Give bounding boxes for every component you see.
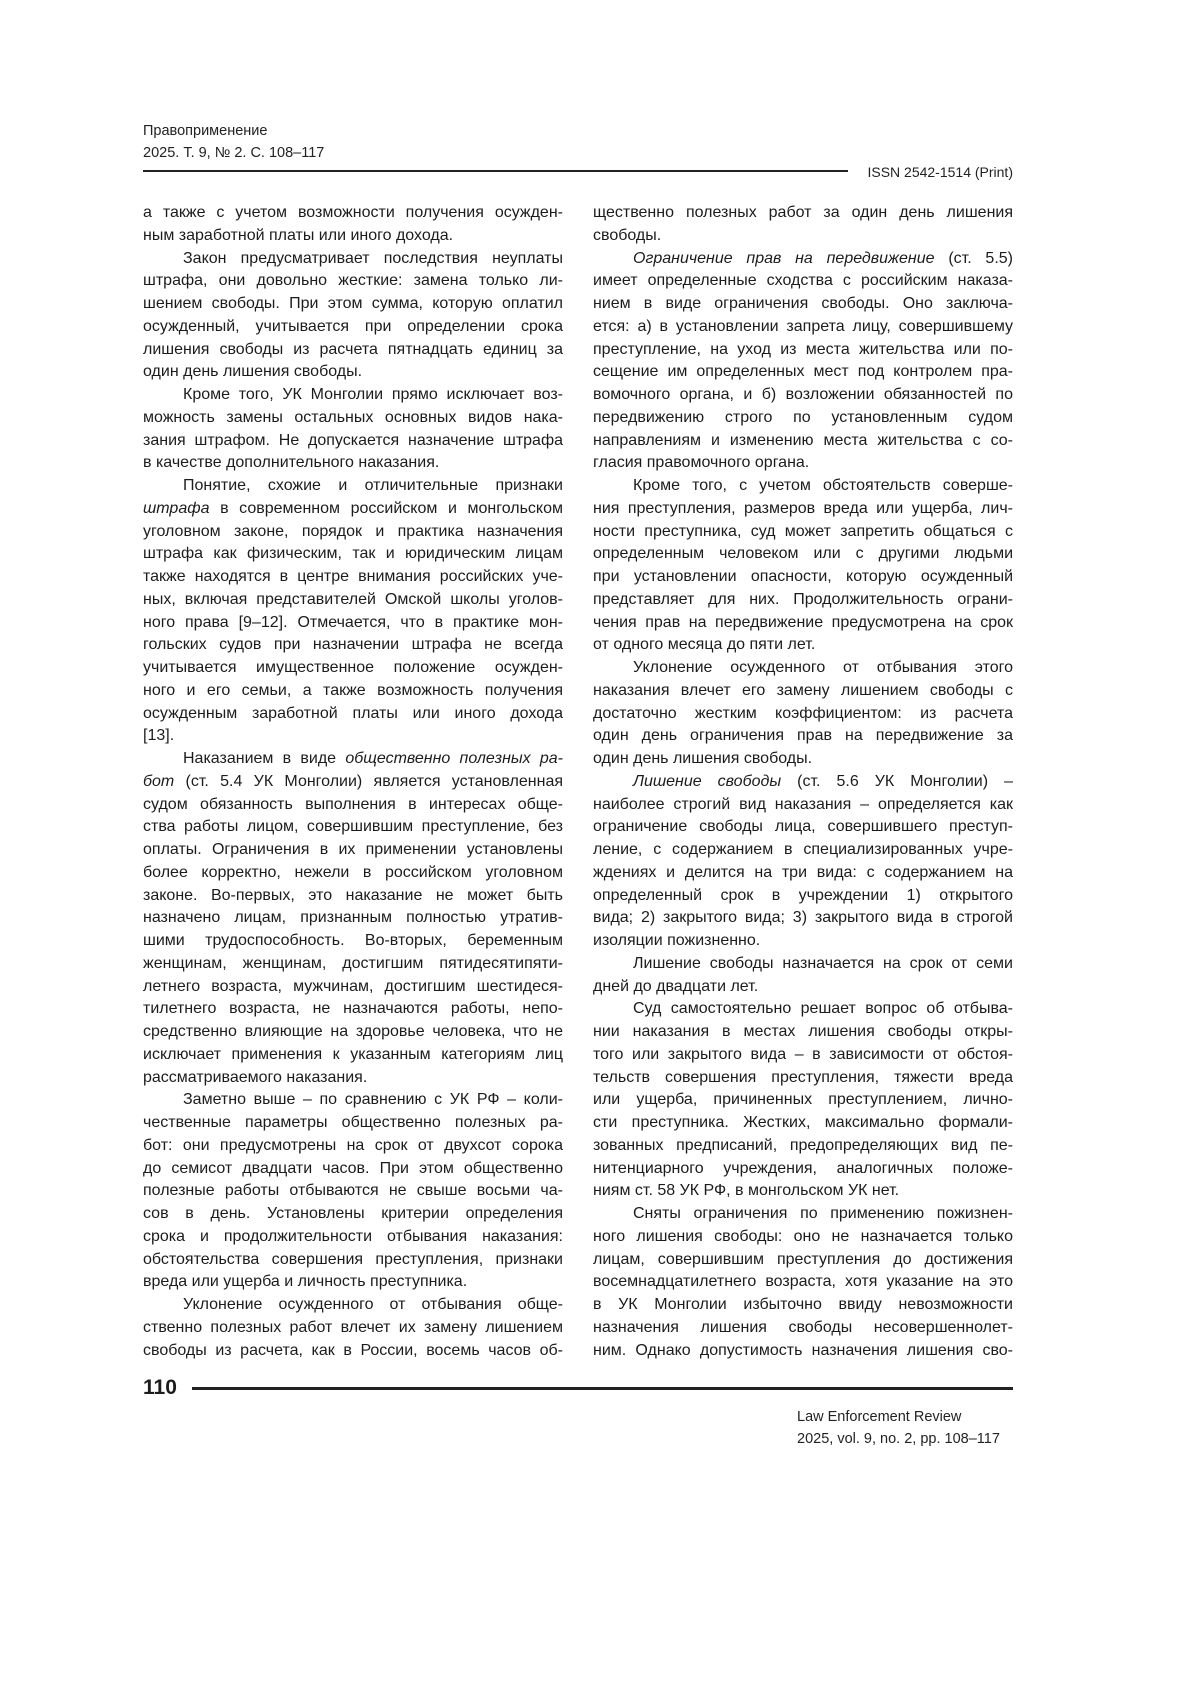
- text-line: ных, включая представителей Омской школы уголов-: [143, 589, 563, 612]
- text-line: [593, 248, 1013, 271]
- text-line: определенным человеком или с другими людьми: [593, 543, 1013, 566]
- text-line: в качестве дополнительного наказания.: [143, 452, 563, 475]
- text-line: ограничение свободы лица, совершившего преступ-: [593, 816, 1013, 839]
- paragraph: [593, 998, 1013, 1203]
- text-line: учитывается имущественное положение осужден-: [143, 657, 563, 680]
- text-line: можность замены остальных основных видов нака-: [143, 407, 563, 430]
- left-column: [143, 202, 563, 1362]
- text-line: чения прав на передвижение предусмотрена на срок: [593, 612, 1013, 635]
- paragraph: [593, 248, 1013, 476]
- footer-rule: [192, 1387, 1013, 1390]
- issn: ISSN 2542-1514 (Print): [867, 162, 1013, 182]
- text-line: Закон предусматривает последствия неуплаты: [143, 248, 563, 271]
- text-line: ление, с содержанием в специализированных учре-: [593, 839, 1013, 862]
- text-line: лишения свободы из расчета пятнадцать единиц за: [143, 339, 563, 362]
- paragraph: [593, 657, 1013, 771]
- text-line: определенный срок в учреждении 1) открытого: [593, 885, 1013, 908]
- text-line: Уклонение осужденного от отбывания обще-: [143, 1294, 563, 1317]
- text-line: лицам, совершившим преступления до достижения: [593, 1249, 1013, 1272]
- text-line: наказания влечет его замену лишением свободы с: [593, 680, 1013, 703]
- text-line: изоляции пожизненно.: [593, 930, 1013, 953]
- text-line: ниям ст. 58 УК РФ, в монгольском УК нет.: [593, 1180, 1013, 1203]
- text-line: Лишение свободы назначается на срок от семи: [593, 953, 1013, 976]
- text-line: чественные параметры общественно полезных ра-: [143, 1112, 563, 1135]
- text-line: шими трудоспособность. Во-вторых, беременным: [143, 930, 563, 953]
- emphasis: штрафа: [143, 500, 210, 517]
- paragraph: [143, 475, 563, 748]
- text-run: (ст. 5.6 УК Монголии) –: [781, 773, 1013, 790]
- text-line: вомочного органа, и б) возложении обязанностей по: [593, 384, 1013, 407]
- text-line: законе. Во-первых, это наказание не может быть: [143, 885, 563, 908]
- text-line: обстоятельства совершения преступления, признаки: [143, 1249, 563, 1272]
- paragraph: [143, 1294, 563, 1362]
- text-line: летнего возраста, мужчинам, достигшим шестидеся-: [143, 976, 563, 999]
- text-line: свободы из расчета, как в России, восемь часов об-: [143, 1340, 563, 1363]
- paragraph: [143, 202, 563, 248]
- text-line: зованных предписаний, предопределяющих вид пе-: [593, 1135, 1013, 1158]
- text-line: того или закрытого вида – в зависимости от обстоя-: [593, 1044, 1013, 1067]
- text-line: один день лишения свободы.: [143, 361, 563, 384]
- text-line: также находятся в центре внимания российских уче-: [143, 566, 563, 589]
- text-line: штрафа, они довольно жесткие: замена только ли-: [143, 270, 563, 293]
- text-line: один день лишения свободы.: [593, 748, 1013, 771]
- text-run: Наказанием в виде: [183, 750, 345, 767]
- text-line: гольских судов при назначении штрафа не всегда: [143, 634, 563, 657]
- text-line: исключает применения к указанным категориям лиц: [143, 1044, 563, 1067]
- text-line: до семисот двадцати часов. При этом общественно: [143, 1158, 563, 1181]
- emphasis: Ограничение прав на передвижение: [633, 250, 935, 267]
- text-line: [143, 498, 563, 521]
- text-line: или ущерба, причиненных преступлением, лично-: [593, 1089, 1013, 1112]
- text-line: сещение им определенных мест под контролем пра-: [593, 361, 1013, 384]
- text-line: средственно влияющие на здоровье человека, что не: [143, 1021, 563, 1044]
- text-line: назначено лицам, признанным полностью утратив-: [143, 907, 563, 930]
- text-line: женщинам, женщинам, достигшим пятидесятипяти-: [143, 953, 563, 976]
- paragraph: [593, 1203, 1013, 1362]
- text-line: Кроме того, с учетом обстоятельств соверше-: [593, 475, 1013, 498]
- text-line: ния преступления, размеров вреда или ущерба, лич-: [593, 498, 1013, 521]
- text-line: а также с учетом возможности получения осужден-: [143, 202, 563, 225]
- paragraph: [143, 1089, 563, 1294]
- text-line: ства работы лицом, совершившим преступление, без: [143, 816, 563, 839]
- text-line: преступление, на уход из места жительства или по-: [593, 339, 1013, 362]
- right-column: [593, 202, 1013, 1362]
- text-line: [143, 748, 563, 771]
- text-line: Кроме того, УК Монголии прямо исключает воз-: [143, 384, 563, 407]
- text-line: ности преступника, суд может запретить общаться с: [593, 521, 1013, 544]
- text-line: ственно полезных работ влечет их замену лишением: [143, 1317, 563, 1340]
- journal-citation-en: 2025, vol. 9, no. 2, pp. 108–117: [797, 1428, 1000, 1450]
- text-line: осужденный, учитывается при определении срока: [143, 316, 563, 339]
- text-run: (ст. 5.4 УК Монголии) является установленная: [174, 773, 563, 790]
- text-line: более корректно, нежели в российском уголовном: [143, 862, 563, 885]
- text-line: [593, 771, 1013, 794]
- journal-title-en: Law Enforcement Review: [797, 1406, 1000, 1428]
- text-line: оплаты. Ограничения в их применении установлены: [143, 839, 563, 862]
- text-line: бот: они предусмотрены на срок от двухсот сорока: [143, 1135, 563, 1158]
- text-line: ним. Однако допустимость назначения лишения сво-: [593, 1340, 1013, 1363]
- text-line: назначения лишения свободы несовершеннолет-: [593, 1317, 1013, 1340]
- page: [0, 0, 1200, 1697]
- paragraph: [143, 748, 563, 1089]
- journal-title-ru: Правоприменение: [143, 120, 324, 142]
- text-run: (ст. 5.5): [935, 250, 1013, 267]
- text-line: ждениях и делится на три вида: с содержанием на: [593, 862, 1013, 885]
- text-line: ного лишения свободы: оно не назначается только: [593, 1226, 1013, 1249]
- paragraph: [143, 248, 563, 385]
- text-line: нием в виде ограничения свободы. Оно заключа-: [593, 293, 1013, 316]
- text-line: [143, 771, 563, 794]
- paragraph: [143, 384, 563, 475]
- text-line: судом обязанность выполнения в интересах обще-: [143, 794, 563, 817]
- text-run: в современном российском и монгольском: [210, 500, 564, 517]
- text-line: один день ограничения прав на передвижение за: [593, 725, 1013, 748]
- text-line: нитенциарного учреждения, аналогичных положе-: [593, 1158, 1013, 1181]
- text-line: Суд самостоятельно решает вопрос об отбыва-: [593, 998, 1013, 1021]
- text-line: [13].: [143, 725, 563, 748]
- paragraph: [593, 475, 1013, 657]
- text-line: ется: а) в установлении запрета лицу, совершившему: [593, 316, 1013, 339]
- text-line: срока и продолжительности отбывания наказания:: [143, 1226, 563, 1249]
- text-line: штрафа как физическим, так и юридическим лицам: [143, 543, 563, 566]
- text-line: имеет определенные сходства с российским наказа-: [593, 270, 1013, 293]
- text-line: восемнадцатилетнего возраста, хотя указание на это: [593, 1271, 1013, 1294]
- running-footer: [797, 1406, 1000, 1450]
- text-line: щественно полезных работ за один день лишения: [593, 202, 1013, 225]
- text-line: тилетнего возраста, не назначаются работы, непо-: [143, 998, 563, 1021]
- text-line: Уклонение осужденного от отбывания этого: [593, 657, 1013, 680]
- emphasis: Лишение свободы: [633, 773, 781, 790]
- running-header: [143, 120, 324, 164]
- text-line: ного права [9–12]. Отмечается, что в практике мон-: [143, 612, 563, 635]
- emphasis: общественно полезных ра-: [345, 750, 563, 767]
- text-line: зания штрафом. Не допускается назначение штрафа: [143, 430, 563, 453]
- emphasis: бот: [143, 773, 174, 790]
- text-line: полезные работы отбываются не свыше восьми ча-: [143, 1180, 563, 1203]
- text-line: рассматриваемого наказания.: [143, 1067, 563, 1090]
- paragraph: [593, 771, 1013, 953]
- text-line: сов в день. Установлены критерии определения: [143, 1203, 563, 1226]
- text-line: от одного месяца до пяти лет.: [593, 634, 1013, 657]
- page-number: 110: [143, 1375, 177, 1401]
- text-line: представляет для них. Продолжительность ограни-: [593, 589, 1013, 612]
- text-line: вреда или ущерба и личность преступника.: [143, 1271, 563, 1294]
- text-line: ного и его семьи, а также возможность получения: [143, 680, 563, 703]
- text-line: передвижению строго по установленным судом: [593, 407, 1013, 430]
- paragraph: [593, 953, 1013, 999]
- header-rule: [143, 170, 848, 172]
- journal-citation-ru: 2025. Т. 9, № 2. С. 108–117: [143, 142, 324, 164]
- text-line: осужденным заработной платы или иного дохода: [143, 703, 563, 726]
- text-line: дней до двадцати лет.: [593, 976, 1013, 999]
- text-line: уголовном законе, порядок и практика назначения: [143, 521, 563, 544]
- text-line: ным заработной платы или иного дохода.: [143, 225, 563, 248]
- text-line: нии наказания в местах лишения свободы откры-: [593, 1021, 1013, 1044]
- text-line: достаточно жестким коэффициентом: из расчета: [593, 703, 1013, 726]
- text-line: при установлении опасности, которую осужденный: [593, 566, 1013, 589]
- text-line: гласия правомочного органа.: [593, 452, 1013, 475]
- text-line: Заметно выше – по сравнению с УК РФ – коли-: [143, 1089, 563, 1112]
- text-line: свободы.: [593, 225, 1013, 248]
- text-line: Понятие, схожие и отличительные признаки: [143, 475, 563, 498]
- text-line: наиболее строгий вид наказания – определяется как: [593, 794, 1013, 817]
- text-line: шением свободы. При этом сумма, которую оплатил: [143, 293, 563, 316]
- text-line: Сняты ограничения по применению пожизнен-: [593, 1203, 1013, 1226]
- text-line: вида; 2) закрытого вида; 3) закрытого вида в строгой: [593, 907, 1013, 930]
- text-line: сти преступника. Жестких, максимально формали-: [593, 1112, 1013, 1135]
- paragraph: [593, 202, 1013, 248]
- text-line: тельств совершения преступления, тяжести вреда: [593, 1067, 1013, 1090]
- text-line: в УК Монголии избыточно ввиду невозможности: [593, 1294, 1013, 1317]
- text-line: направлениям и изменению места жительства с со-: [593, 430, 1013, 453]
